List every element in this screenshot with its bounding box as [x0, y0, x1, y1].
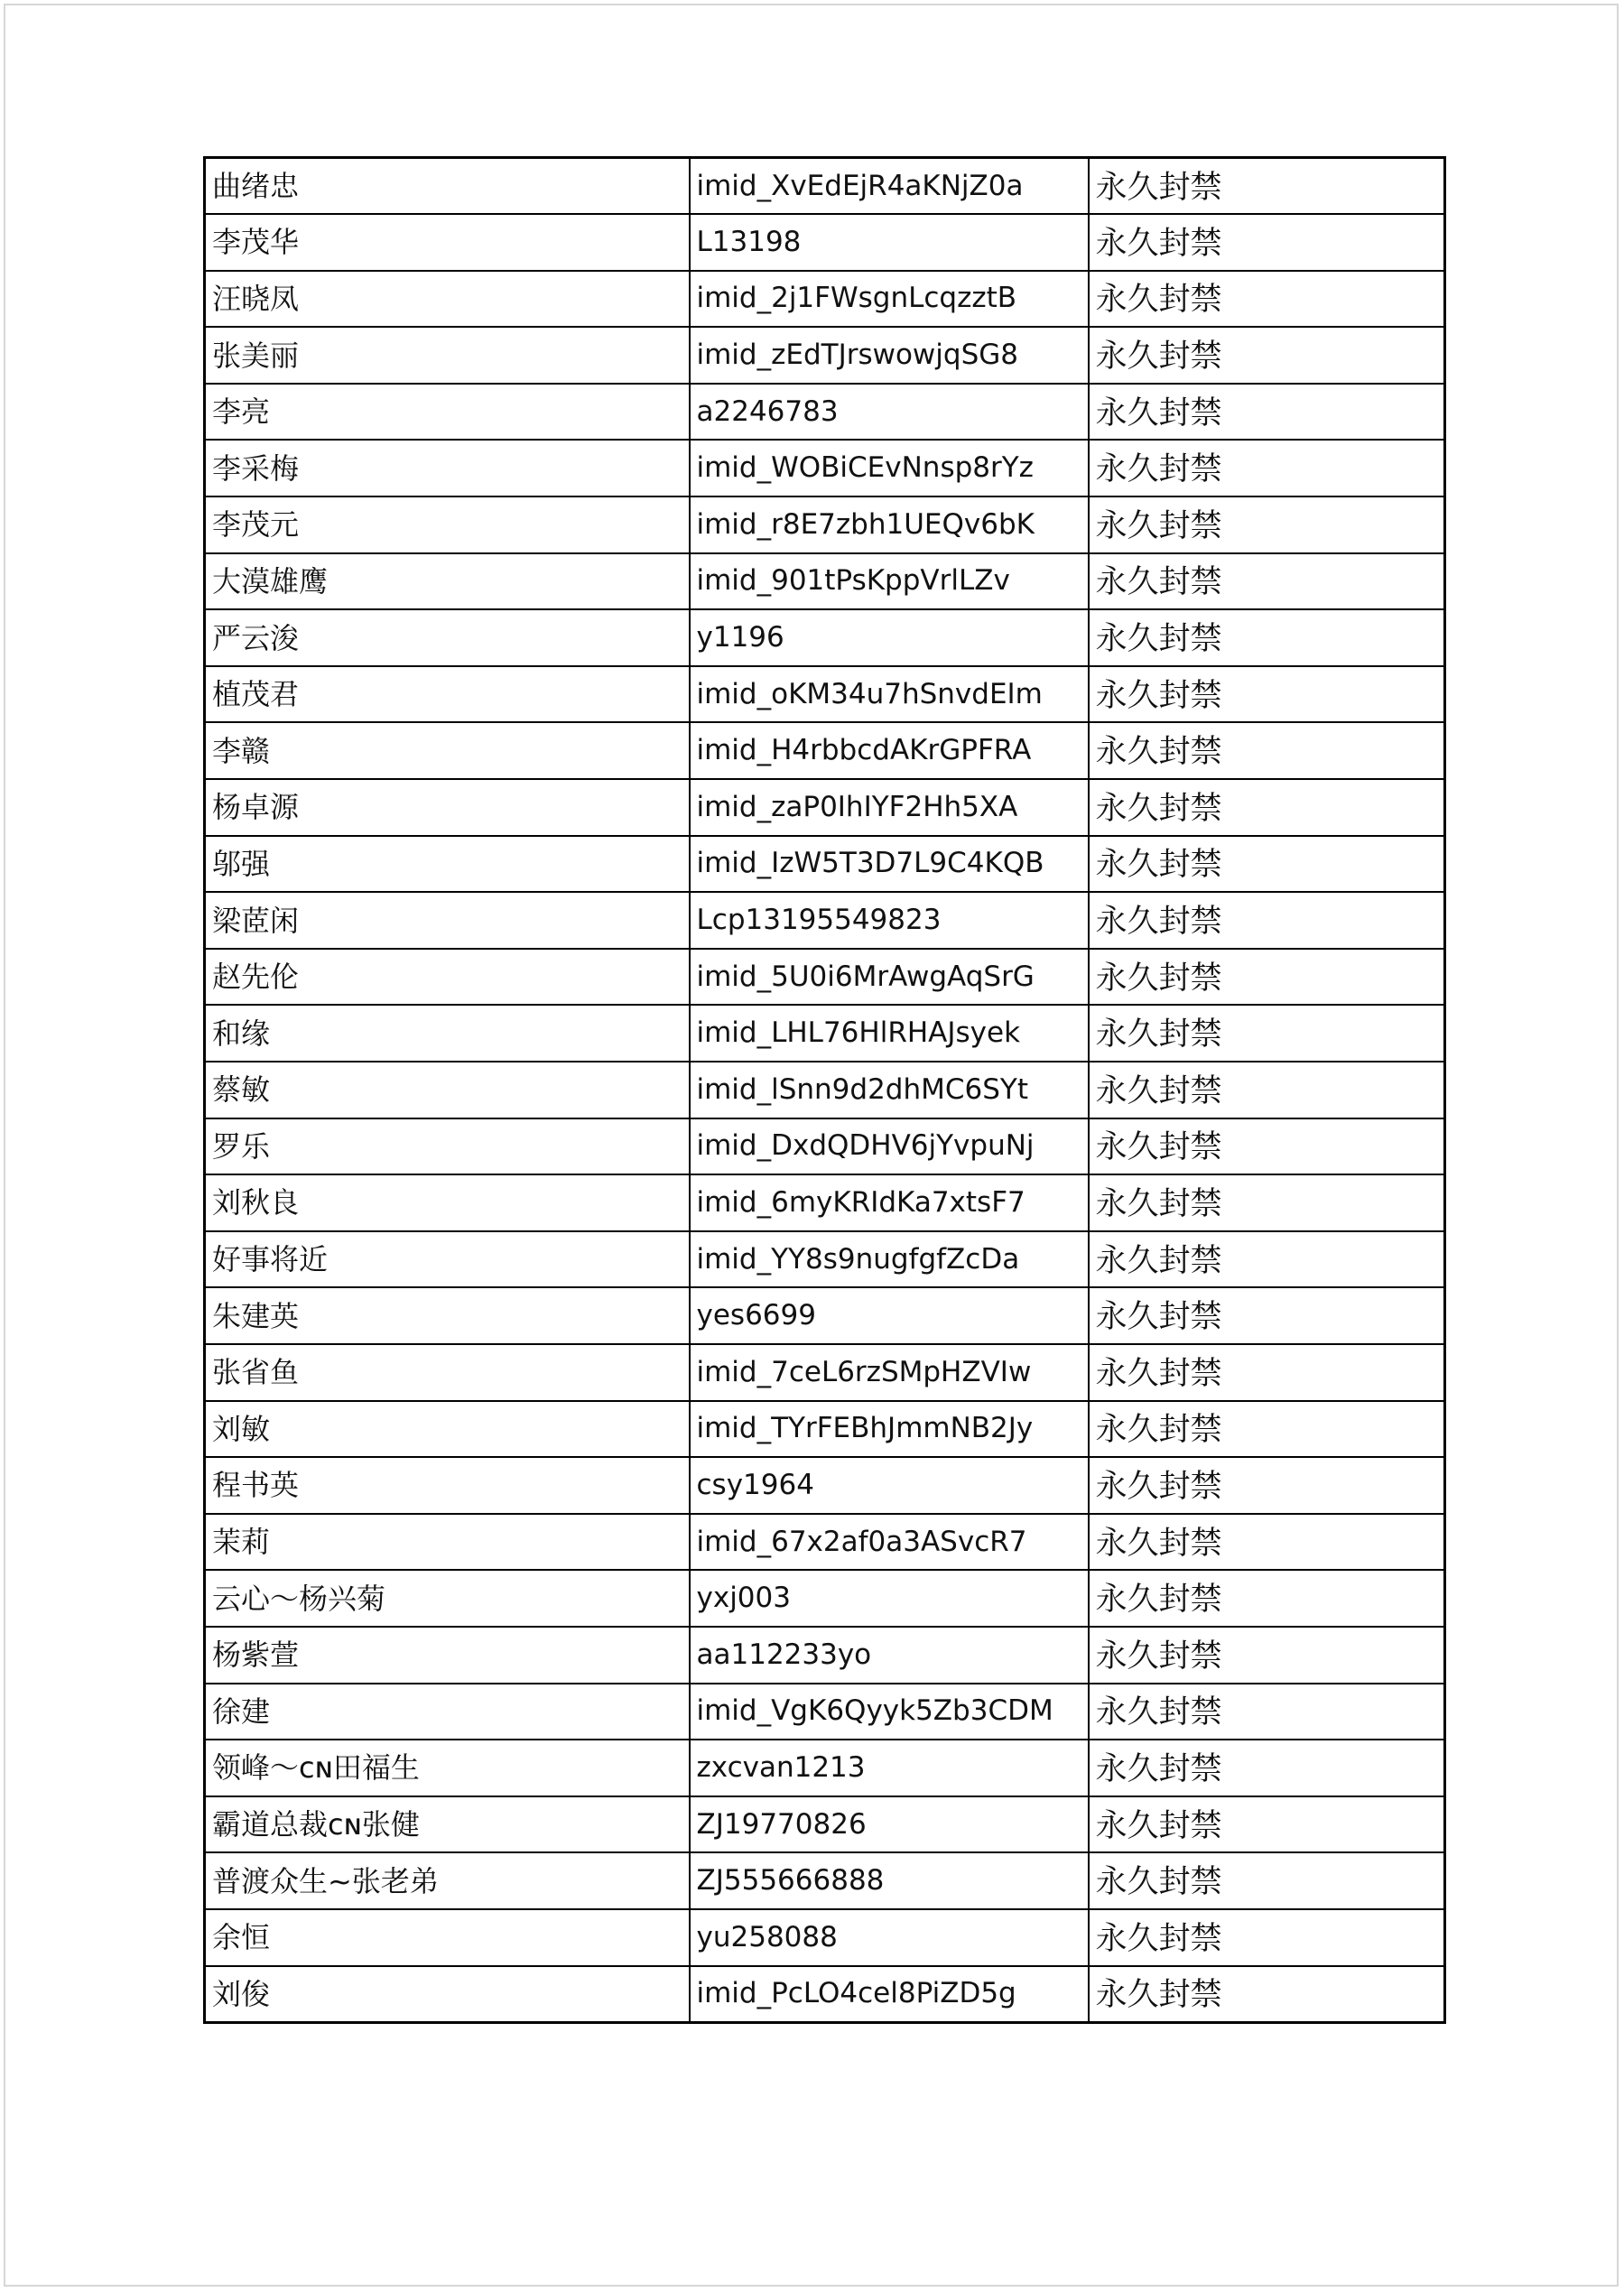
table-row: [205, 440, 1445, 496]
table-row: [205, 1796, 1445, 1853]
user-id-cell: imid_67x2af0a3ASvcR7: [690, 1514, 1089, 1571]
table-row: [205, 722, 1445, 779]
table-row: [205, 158, 1445, 215]
ban-status-cell: 永久封禁: [1089, 892, 1445, 949]
table-row: [205, 666, 1445, 723]
ban-status-cell: 永久封禁: [1089, 1457, 1445, 1514]
table-row: [205, 1457, 1445, 1514]
user-name-cell: 张省鱼: [205, 1344, 690, 1401]
table-row: [205, 214, 1445, 271]
table-row: [205, 384, 1445, 441]
ban-status-cell: 永久封禁: [1089, 384, 1445, 441]
ban-status-cell: 永久封禁: [1089, 1401, 1445, 1458]
user-name-cell: 李茂元: [205, 496, 690, 553]
banned-users-table: [203, 156, 1446, 2024]
user-id-cell: ZJ555666888: [690, 1852, 1089, 1909]
table-row: [205, 1684, 1445, 1740]
user-name-cell: 云心～杨兴菊: [205, 1570, 690, 1627]
table-row: [205, 1909, 1445, 1966]
table-row: [205, 1740, 1445, 1796]
ban-status-cell: 永久封禁: [1089, 1118, 1445, 1175]
ban-status-cell: 永久封禁: [1089, 722, 1445, 779]
user-name-cell: 梁茝闲: [205, 892, 690, 949]
user-id-cell: imid_zaP0IhIYF2Hh5XA: [690, 779, 1089, 836]
ban-status-cell: 永久封禁: [1089, 1062, 1445, 1118]
user-name-cell: 李茂华: [205, 214, 690, 271]
table-row: [205, 1118, 1445, 1175]
ban-status-cell: 永久封禁: [1089, 1796, 1445, 1853]
user-name-cell: 刘敏: [205, 1401, 690, 1458]
user-name-cell: 植茂君: [205, 666, 690, 723]
user-id-cell: imid_YY8s9nugfgfZcDa: [690, 1231, 1089, 1288]
user-name-cell: 和缘: [205, 1005, 690, 1062]
user-id-cell: imid_VgK6Qyyk5Zb3CDM: [690, 1684, 1089, 1740]
user-name-cell: 程书英: [205, 1457, 690, 1514]
user-name-cell: 领峰～ᴄɴ田福生: [205, 1740, 690, 1796]
user-id-cell: imid_DxdQDHV6jYvpuNj: [690, 1118, 1089, 1175]
table-row: [205, 1062, 1445, 1118]
table-row: [205, 327, 1445, 384]
table-row: [205, 1514, 1445, 1571]
user-name-cell: 邬强: [205, 836, 690, 893]
table-row: [205, 553, 1445, 610]
ban-status-cell: 永久封禁: [1089, 440, 1445, 496]
user-name-cell: 赵先伦: [205, 949, 690, 1006]
ban-status-cell: 永久封禁: [1089, 1909, 1445, 1966]
ban-status-cell: 永久封禁: [1089, 1740, 1445, 1796]
user-id-cell: ZJ19770826: [690, 1796, 1089, 1853]
table-row: [205, 1174, 1445, 1231]
ban-status-cell: 永久封禁: [1089, 271, 1445, 328]
ban-status-cell: 永久封禁: [1089, 779, 1445, 836]
ban-status-cell: 永久封禁: [1089, 1231, 1445, 1288]
user-name-cell: 罗乐: [205, 1118, 690, 1175]
table-row: [205, 1401, 1445, 1458]
ban-status-cell: 永久封禁: [1089, 214, 1445, 271]
user-id-cell: imid_zEdTJrswowjqSG8: [690, 327, 1089, 384]
user-id-cell: imid_r8E7zbh1UEQv6bK: [690, 496, 1089, 553]
table-row: [205, 1852, 1445, 1909]
user-id-cell: Lcp13195549823: [690, 892, 1089, 949]
table-row: [205, 1966, 1445, 2023]
table-row: [205, 1005, 1445, 1062]
user-id-cell: imid_2j1FWsgnLcqzztB: [690, 271, 1089, 328]
ban-status-cell: 永久封禁: [1089, 327, 1445, 384]
ban-status-cell: 永久封禁: [1089, 496, 1445, 553]
ban-status-cell: 永久封禁: [1089, 1174, 1445, 1231]
user-name-cell: 张美丽: [205, 327, 690, 384]
user-name-cell: 李采梅: [205, 440, 690, 496]
table-row: [205, 271, 1445, 328]
table-row: [205, 1287, 1445, 1344]
user-id-cell: L13198: [690, 214, 1089, 271]
user-name-cell: 霸道总裁ᴄɴ张健: [205, 1796, 690, 1853]
user-name-cell: 李赣: [205, 722, 690, 779]
user-name-cell: 刘秋良: [205, 1174, 690, 1231]
user-name-cell: 杨卓源: [205, 779, 690, 836]
user-id-cell: yxj003: [690, 1570, 1089, 1627]
ban-status-cell: 永久封禁: [1089, 1966, 1445, 2023]
table-row: [205, 1570, 1445, 1627]
table-row: [205, 1627, 1445, 1684]
user-name-cell: 普渡众生~张老弟: [205, 1852, 690, 1909]
document-page: [4, 4, 1619, 2287]
table-row: [205, 496, 1445, 553]
user-id-cell: imid_TYrFEBhJmmNB2Jy: [690, 1401, 1089, 1458]
user-id-cell: csy1964: [690, 1457, 1089, 1514]
ban-status-cell: 永久封禁: [1089, 609, 1445, 666]
user-name-cell: 李亮: [205, 384, 690, 441]
user-id-cell: imid_H4rbbcdAKrGPFRA: [690, 722, 1089, 779]
user-name-cell: 严云浚: [205, 609, 690, 666]
table-row: [205, 836, 1445, 893]
user-id-cell: aa112233yo: [690, 1627, 1089, 1684]
ban-status-cell: 永久封禁: [1089, 666, 1445, 723]
table-row: [205, 949, 1445, 1006]
ban-status-cell: 永久封禁: [1089, 553, 1445, 610]
user-id-cell: imid_IzW5T3D7L9C4KQB: [690, 836, 1089, 893]
table-row: [205, 1344, 1445, 1401]
ban-status-cell: 永久封禁: [1089, 1514, 1445, 1571]
user-name-cell: 汪晓凤: [205, 271, 690, 328]
user-id-cell: imid_5U0i6MrAwgAqSrG: [690, 949, 1089, 1006]
user-name-cell: 茉莉: [205, 1514, 690, 1571]
user-id-cell: imid_7ceL6rzSMpHZVIw: [690, 1344, 1089, 1401]
ban-status-cell: 永久封禁: [1089, 1005, 1445, 1062]
table-body: [205, 158, 1445, 2023]
user-id-cell: imid_6myKRIdKa7xtsF7: [690, 1174, 1089, 1231]
user-id-cell: imid_oKM34u7hSnvdEIm: [690, 666, 1089, 723]
ban-status-cell: 永久封禁: [1089, 1344, 1445, 1401]
user-id-cell: zxcvan1213: [690, 1740, 1089, 1796]
ban-status-cell: 永久封禁: [1089, 836, 1445, 893]
ban-status-cell: 永久封禁: [1089, 1627, 1445, 1684]
ban-status-cell: 永久封禁: [1089, 1570, 1445, 1627]
user-id-cell: y1196: [690, 609, 1089, 666]
ban-status-cell: 永久封禁: [1089, 1852, 1445, 1909]
table-row: [205, 609, 1445, 666]
ban-status-cell: 永久封禁: [1089, 1684, 1445, 1740]
user-id-cell: yes6699: [690, 1287, 1089, 1344]
user-id-cell: imid_lSnn9d2dhMC6SYt: [690, 1062, 1089, 1118]
user-name-cell: 好事将近: [205, 1231, 690, 1288]
ban-status-cell: 永久封禁: [1089, 949, 1445, 1006]
user-name-cell: 余恒: [205, 1909, 690, 1966]
ban-status-cell: 永久封禁: [1089, 1287, 1445, 1344]
ban-status-cell: 永久封禁: [1089, 158, 1445, 215]
table-row: [205, 779, 1445, 836]
user-id-cell: yu258088: [690, 1909, 1089, 1966]
user-name-cell: 大漠雄鹰: [205, 553, 690, 610]
user-name-cell: 曲绪忠: [205, 158, 690, 215]
user-id-cell: imid_WOBiCEvNnsp8rYz: [690, 440, 1089, 496]
table-row: [205, 892, 1445, 949]
user-id-cell: a2246783: [690, 384, 1089, 441]
user-name-cell: 杨紫萱: [205, 1627, 690, 1684]
table-row: [205, 1231, 1445, 1288]
user-name-cell: 徐建: [205, 1684, 690, 1740]
user-id-cell: imid_901tPsKppVrlLZv: [690, 553, 1089, 610]
user-id-cell: imid_PcLO4cel8PiZD5g: [690, 1966, 1089, 2023]
user-name-cell: 朱建英: [205, 1287, 690, 1344]
user-id-cell: imid_LHL76HlRHAJsyek: [690, 1005, 1089, 1062]
user-name-cell: 蔡敏: [205, 1062, 690, 1118]
user-name-cell: 刘俊: [205, 1966, 690, 2023]
user-id-cell: imid_XvEdEjR4aKNjZ0a: [690, 158, 1089, 215]
